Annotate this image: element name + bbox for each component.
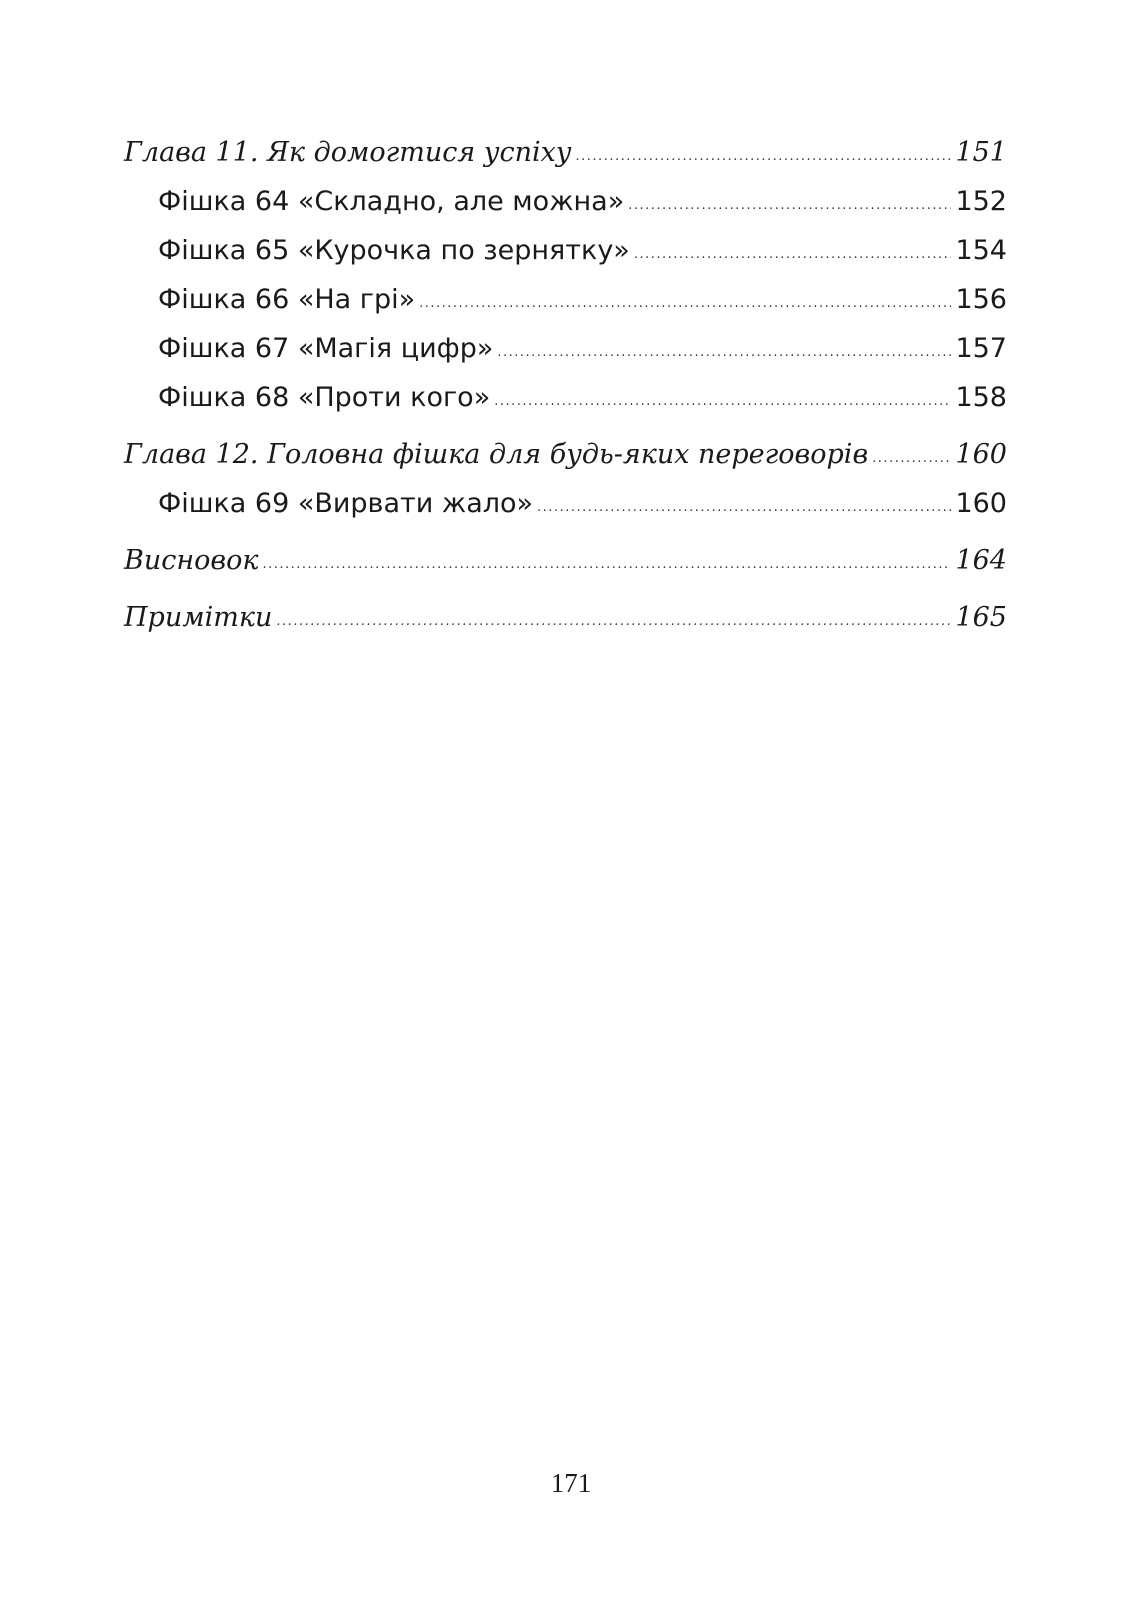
toc-entry-page: 164 <box>955 545 1007 576</box>
dot-leader <box>576 150 952 163</box>
toc-chapter-12[interactable] <box>124 430 1007 479</box>
toc-entry-title: Глава 11. Як домогтися успіху <box>124 137 572 168</box>
toc-entry-page: 158 <box>955 382 1007 413</box>
toc-item-68[interactable] <box>124 373 1007 422</box>
toc-entry-title: Фішка 67 «Магія цифр» <box>158 333 494 364</box>
dot-leader <box>494 395 951 408</box>
page-number: 171 <box>550 1468 592 1498</box>
toc-entry-page: 160 <box>955 439 1007 470</box>
dot-leader <box>497 346 951 359</box>
toc-item-69[interactable] <box>124 479 1007 528</box>
toc-entry-title: Фішка 65 «Курочка по зернятку» <box>158 235 630 266</box>
dot-leader <box>263 558 952 571</box>
toc-item-66[interactable] <box>124 275 1007 324</box>
toc-item-65[interactable] <box>124 226 1007 275</box>
toc-entry-page: 151 <box>955 137 1007 168</box>
toc-conclusion[interactable] <box>124 536 1007 585</box>
toc-entry-title: Фішка 68 «Проти кого» <box>158 382 491 413</box>
toc-entry-title: Глава 12. Головна фішка для будь-яких переговорів <box>124 439 869 470</box>
dot-leader <box>628 199 951 212</box>
dot-leader <box>537 501 951 514</box>
toc-entry-title: Примітки <box>124 602 273 633</box>
toc-entry-title: Фішка 69 «Вирвати жало» <box>158 488 534 519</box>
dot-leader <box>276 615 951 628</box>
dot-leader <box>419 297 951 310</box>
toc-entry-page: 154 <box>955 235 1007 266</box>
toc-entry-page: 152 <box>955 186 1007 217</box>
toc-entry-title: Висновок <box>124 545 259 576</box>
toc-entry-page: 160 <box>955 488 1007 519</box>
toc-item-67[interactable] <box>124 324 1007 373</box>
toc-entry-page: 157 <box>955 333 1007 364</box>
toc-entry-page: 165 <box>955 602 1007 633</box>
table-of-contents <box>124 128 1007 642</box>
toc-entry-page: 156 <box>955 284 1007 315</box>
toc-entry-title: Фішка 66 «На грі» <box>158 284 416 315</box>
toc-entry-title: Фішка 64 «Складно, але можна» <box>158 186 625 217</box>
toc-chapter-11[interactable] <box>124 128 1007 177</box>
dot-leader <box>634 248 952 261</box>
toc-item-64[interactable] <box>124 177 1007 226</box>
dot-leader <box>872 452 951 465</box>
toc-notes[interactable] <box>124 593 1007 642</box>
